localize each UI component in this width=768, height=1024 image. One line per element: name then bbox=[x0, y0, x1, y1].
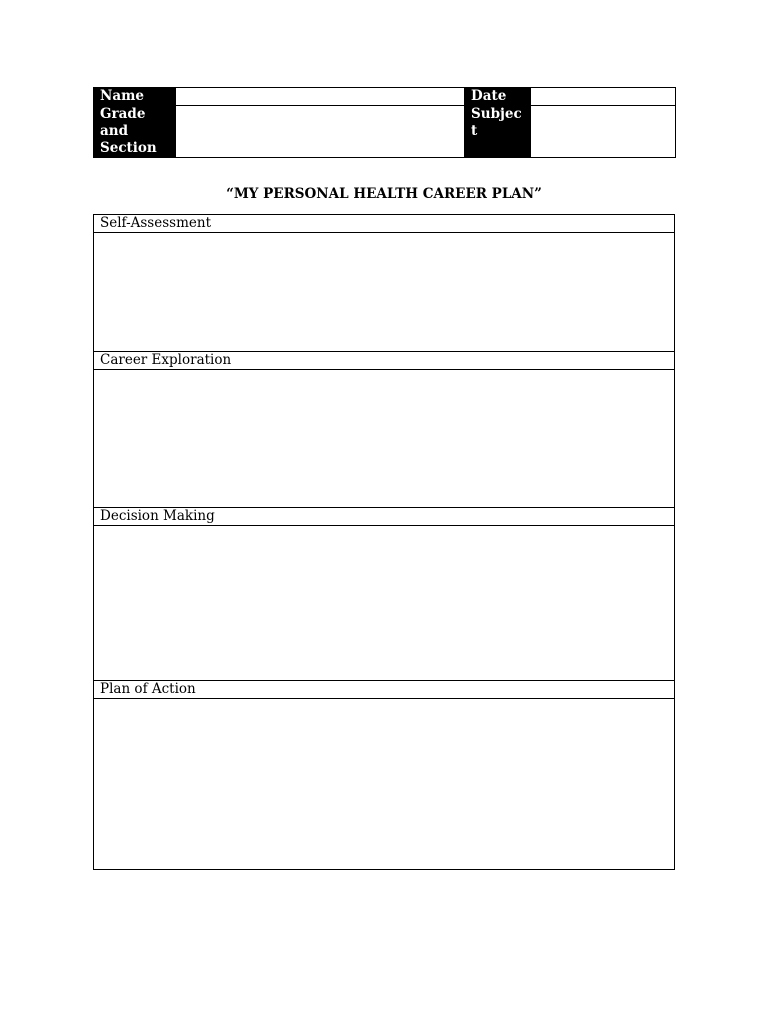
document-title: “MY PERSONAL HEALTH CAREER PLAN” bbox=[226, 186, 542, 202]
info-row-name-date bbox=[94, 88, 676, 106]
grade-label-line2: and bbox=[100, 123, 129, 139]
subject-label bbox=[465, 106, 531, 158]
grade-section-label bbox=[94, 106, 176, 158]
name-label: Name bbox=[94, 88, 176, 106]
section-body-plan-of-action bbox=[94, 699, 675, 870]
subject-label-line2: t bbox=[471, 123, 478, 139]
section-header-self-assessment bbox=[94, 215, 675, 233]
subject-label-line1: Subjec bbox=[471, 106, 522, 122]
section-body-career-exploration bbox=[94, 370, 675, 508]
student-info-table bbox=[93, 87, 676, 158]
plan-of-action-label: Plan of Action bbox=[94, 681, 675, 699]
name-field[interactable] bbox=[176, 88, 465, 106]
career-exploration-answer[interactable] bbox=[94, 370, 675, 508]
info-row-grade-subject bbox=[94, 106, 676, 158]
plan-of-action-answer[interactable] bbox=[94, 699, 675, 870]
date-field[interactable] bbox=[531, 88, 676, 106]
decision-making-answer[interactable] bbox=[94, 526, 675, 681]
grade-label-line1: Grade bbox=[100, 106, 146, 122]
section-body-decision-making bbox=[94, 526, 675, 681]
grade-label-line3: Section bbox=[100, 140, 157, 156]
section-header-career-exploration bbox=[94, 352, 675, 370]
career-plan-table bbox=[93, 214, 675, 870]
career-exploration-label: Career Exploration bbox=[94, 352, 675, 370]
date-label: Date bbox=[465, 88, 531, 106]
self-assessment-answer[interactable] bbox=[94, 233, 675, 352]
grade-section-field[interactable] bbox=[176, 106, 465, 158]
decision-making-label: Decision Making bbox=[94, 508, 675, 526]
section-header-plan-of-action bbox=[94, 681, 675, 699]
subject-field[interactable] bbox=[531, 106, 676, 158]
section-header-decision-making bbox=[94, 508, 675, 526]
section-body-self-assessment bbox=[94, 233, 675, 352]
self-assessment-label: Self-Assessment bbox=[94, 215, 675, 233]
